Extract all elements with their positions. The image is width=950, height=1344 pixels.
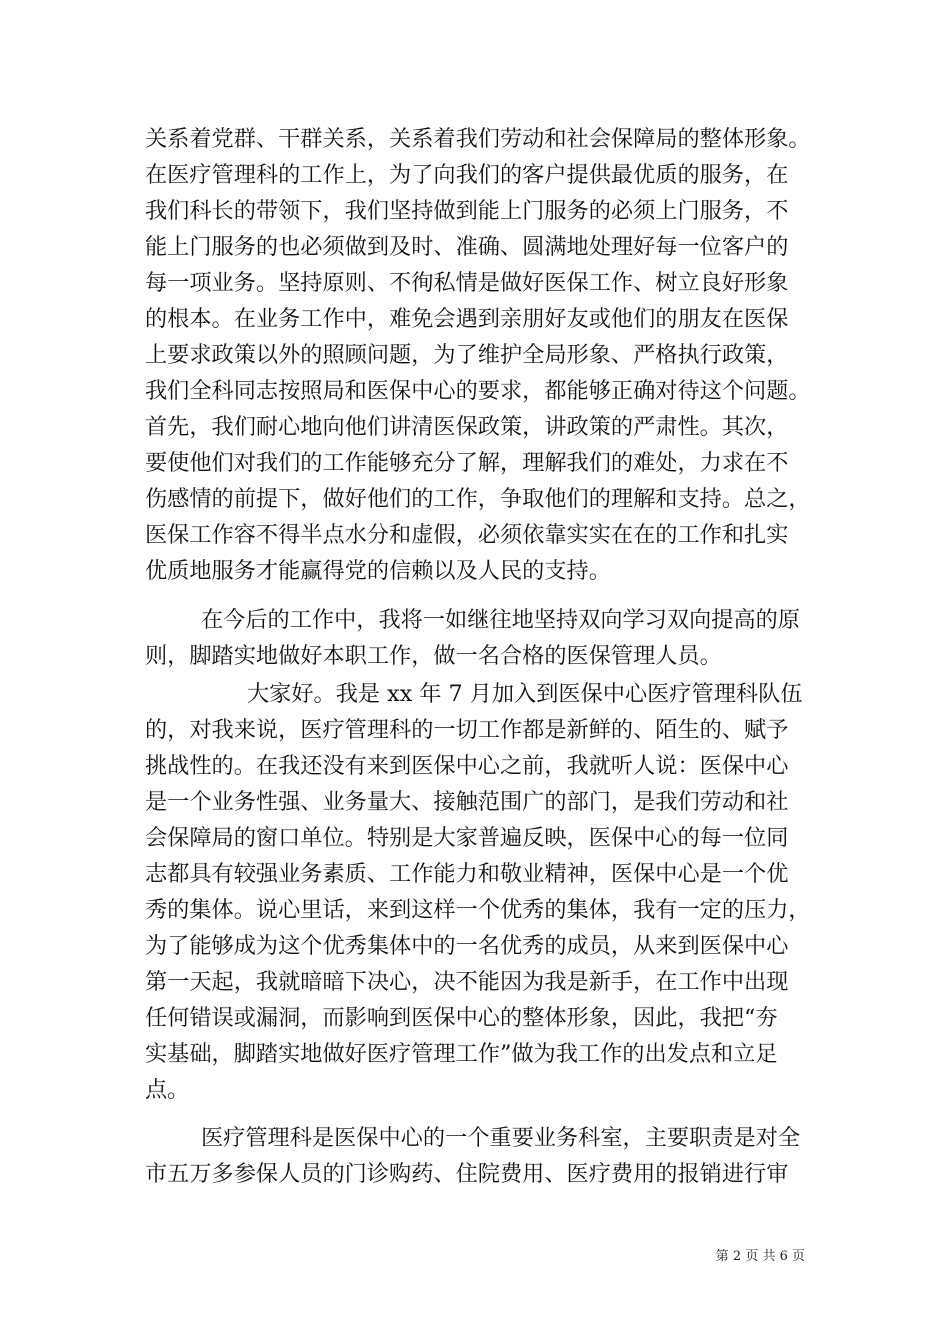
text-line: 则，脚踏实地做好本职工作，做一名合格的医保管理人员。 xyxy=(145,643,722,669)
paragraph-first-line: 大家好。我是 xx 年 7 月加入到医保中心医疗管理科队伍 xyxy=(247,681,803,707)
text-line: 市五万多参保人员的门诊购药、住院费用、医疗费用的报销进行审 xyxy=(145,1161,789,1187)
text-line: 会保障局的窗口单位。特别是大家普遍反映，医保中心的每一位同 xyxy=(145,825,789,851)
text-line: 首先，我们耐心地向他们讲清医保政策，讲政策的严肃性。其次， xyxy=(145,414,789,440)
text-line: 实基础，脚踏实地做好医疗管理工作”做为我工作的出发点和立足 xyxy=(145,1041,778,1067)
text-line: 我们全科同志按照局和医保中心的要求，都能够正确对待这个问题。 xyxy=(145,378,811,404)
text-line: 挑战性的。在我还没有来到医保中心之前，我就听人说：医保中心 xyxy=(145,753,789,779)
text-line: 要使他们对我们的工作能够充分了解，理解我们的难处，力求在不 xyxy=(145,450,789,476)
text-line: 在医疗管理科的工作上，为了向我们的客户提供最优质的服务，在 xyxy=(145,162,789,188)
text-line: 伤感情的前提下，做好他们的工作，争取他们的理解和支持。总之， xyxy=(145,486,811,512)
paragraph-first-line: 医疗管理科是医保中心的一个重要业务科室，主要职责是对全 xyxy=(201,1125,801,1151)
text-line: 能上门服务的也必须做到及时、准确、圆满地处理好每一位客户的 xyxy=(145,234,789,260)
text-line: 为了能够成为这个优秀集体中的一名优秀的成员，从来到医保中心 xyxy=(145,933,789,959)
text-line: 志都具有较强业务素质、工作能力和敬业精神，医保中心是一个优 xyxy=(145,861,789,887)
paragraph-first-line: 在今后的工作中，我将一如继往地坚持双向学习双向提高的原 xyxy=(201,607,801,633)
text-line: 医保工作容不得半点水分和虚假，必须依靠实实在在的工作和扎实 xyxy=(145,522,789,548)
text-line: 每一项业务。坚持原则、不徇私情是做好医保工作、树立良好形象 xyxy=(145,270,789,296)
text-line: 我们科长的带领下，我们坚持做到能上门服务的必须上门服务，不 xyxy=(145,198,789,224)
text-line: 点。 xyxy=(145,1077,190,1103)
text-line: 的，对我来说，医疗管理科的一切工作都是新鲜的、陌生的、赋予 xyxy=(145,717,789,743)
text-line: 是一个业务性强、业务量大、接触范围广的部门，是我们劳动和社 xyxy=(145,789,789,815)
text-line: 第一天起，我就暗暗下决心，决不能因为我是新手，在工作中出现 xyxy=(145,969,789,995)
text-line: 关系着党群、干群关系，关系着我们劳动和社会保障局的整体形象。 xyxy=(145,126,811,152)
text-line: 秀的集体。说心里话，来到这样一个优秀的集体，我有一定的压力， xyxy=(145,897,811,923)
text-line: 的根本。在业务工作中，难免会遇到亲朋好友或他们的朋友在医保 xyxy=(145,306,789,332)
text-line: 优质地服务才能赢得党的信赖以及人民的支持。 xyxy=(145,558,611,584)
text-line: 上要求政策以外的照顾问题，为了维护全局形象、严格执行政策， xyxy=(145,342,789,368)
text-line: 任何错误或漏洞，而影响到医保中心的整体形象，因此，我把“夯 xyxy=(145,1005,778,1031)
page-number: 第 2 页 共 6 页 xyxy=(715,1249,805,1264)
